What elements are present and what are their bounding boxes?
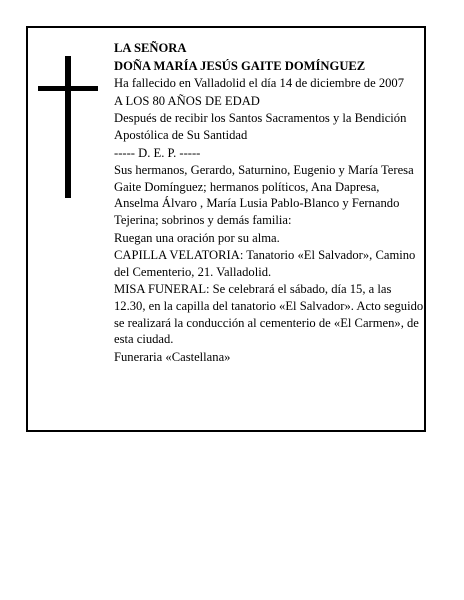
chapel-info: CAPILLA VELATORIA: Tanatorio «El Salvador», Camino del Cementerio, 21. Valladolid. [114,248,416,279]
cross-horizontal-bar [38,86,98,91]
mass-info: MISA FUNERAL: Se celebrará el sábado, día 15, a las 12.30, en la capilla del tanatorio «El Salvador». Acto seguido se realizará la conducción al cementerio de «El Carmen», de esta ciudad. [114,282,424,347]
age-statement: A LOS 80 AÑOS DE EDAD [114,93,260,108]
notice-title: LA SEÑORA [114,41,187,55]
family-list: Sus hermanos, Gerardo, Saturnino, Eugenio y María Teresa Gaite Domínguez; hermanos políticos, Ana Dapresa, Anselma Álvaro , María Lusia Pablo-Blanco y Fernando Tejerina; sobrinos y demás familia: [114,163,414,227]
death-statement: Ha fallecido en Valladolid el día 14 de diciembre de 2007 [114,76,405,91]
cross-icon [38,56,98,198]
rip-line: ----- D. E. P. ----- [114,145,201,160]
obituary-notice [26,26,426,432]
funeral-home: Funeraria «Castellana» [114,349,231,364]
prayer-request: Ruegan una oración por su alma. [114,230,280,245]
notice-text [114,40,424,366]
sacraments-statement: Después de recibir los Santos Sacramentos y la Bendición Apostólica de Su Santidad [114,111,407,142]
cross-vertical-bar [65,56,71,198]
deceased-name: DOÑA MARÍA JESÚS GAITE DOMÍNGUEZ [114,58,366,73]
